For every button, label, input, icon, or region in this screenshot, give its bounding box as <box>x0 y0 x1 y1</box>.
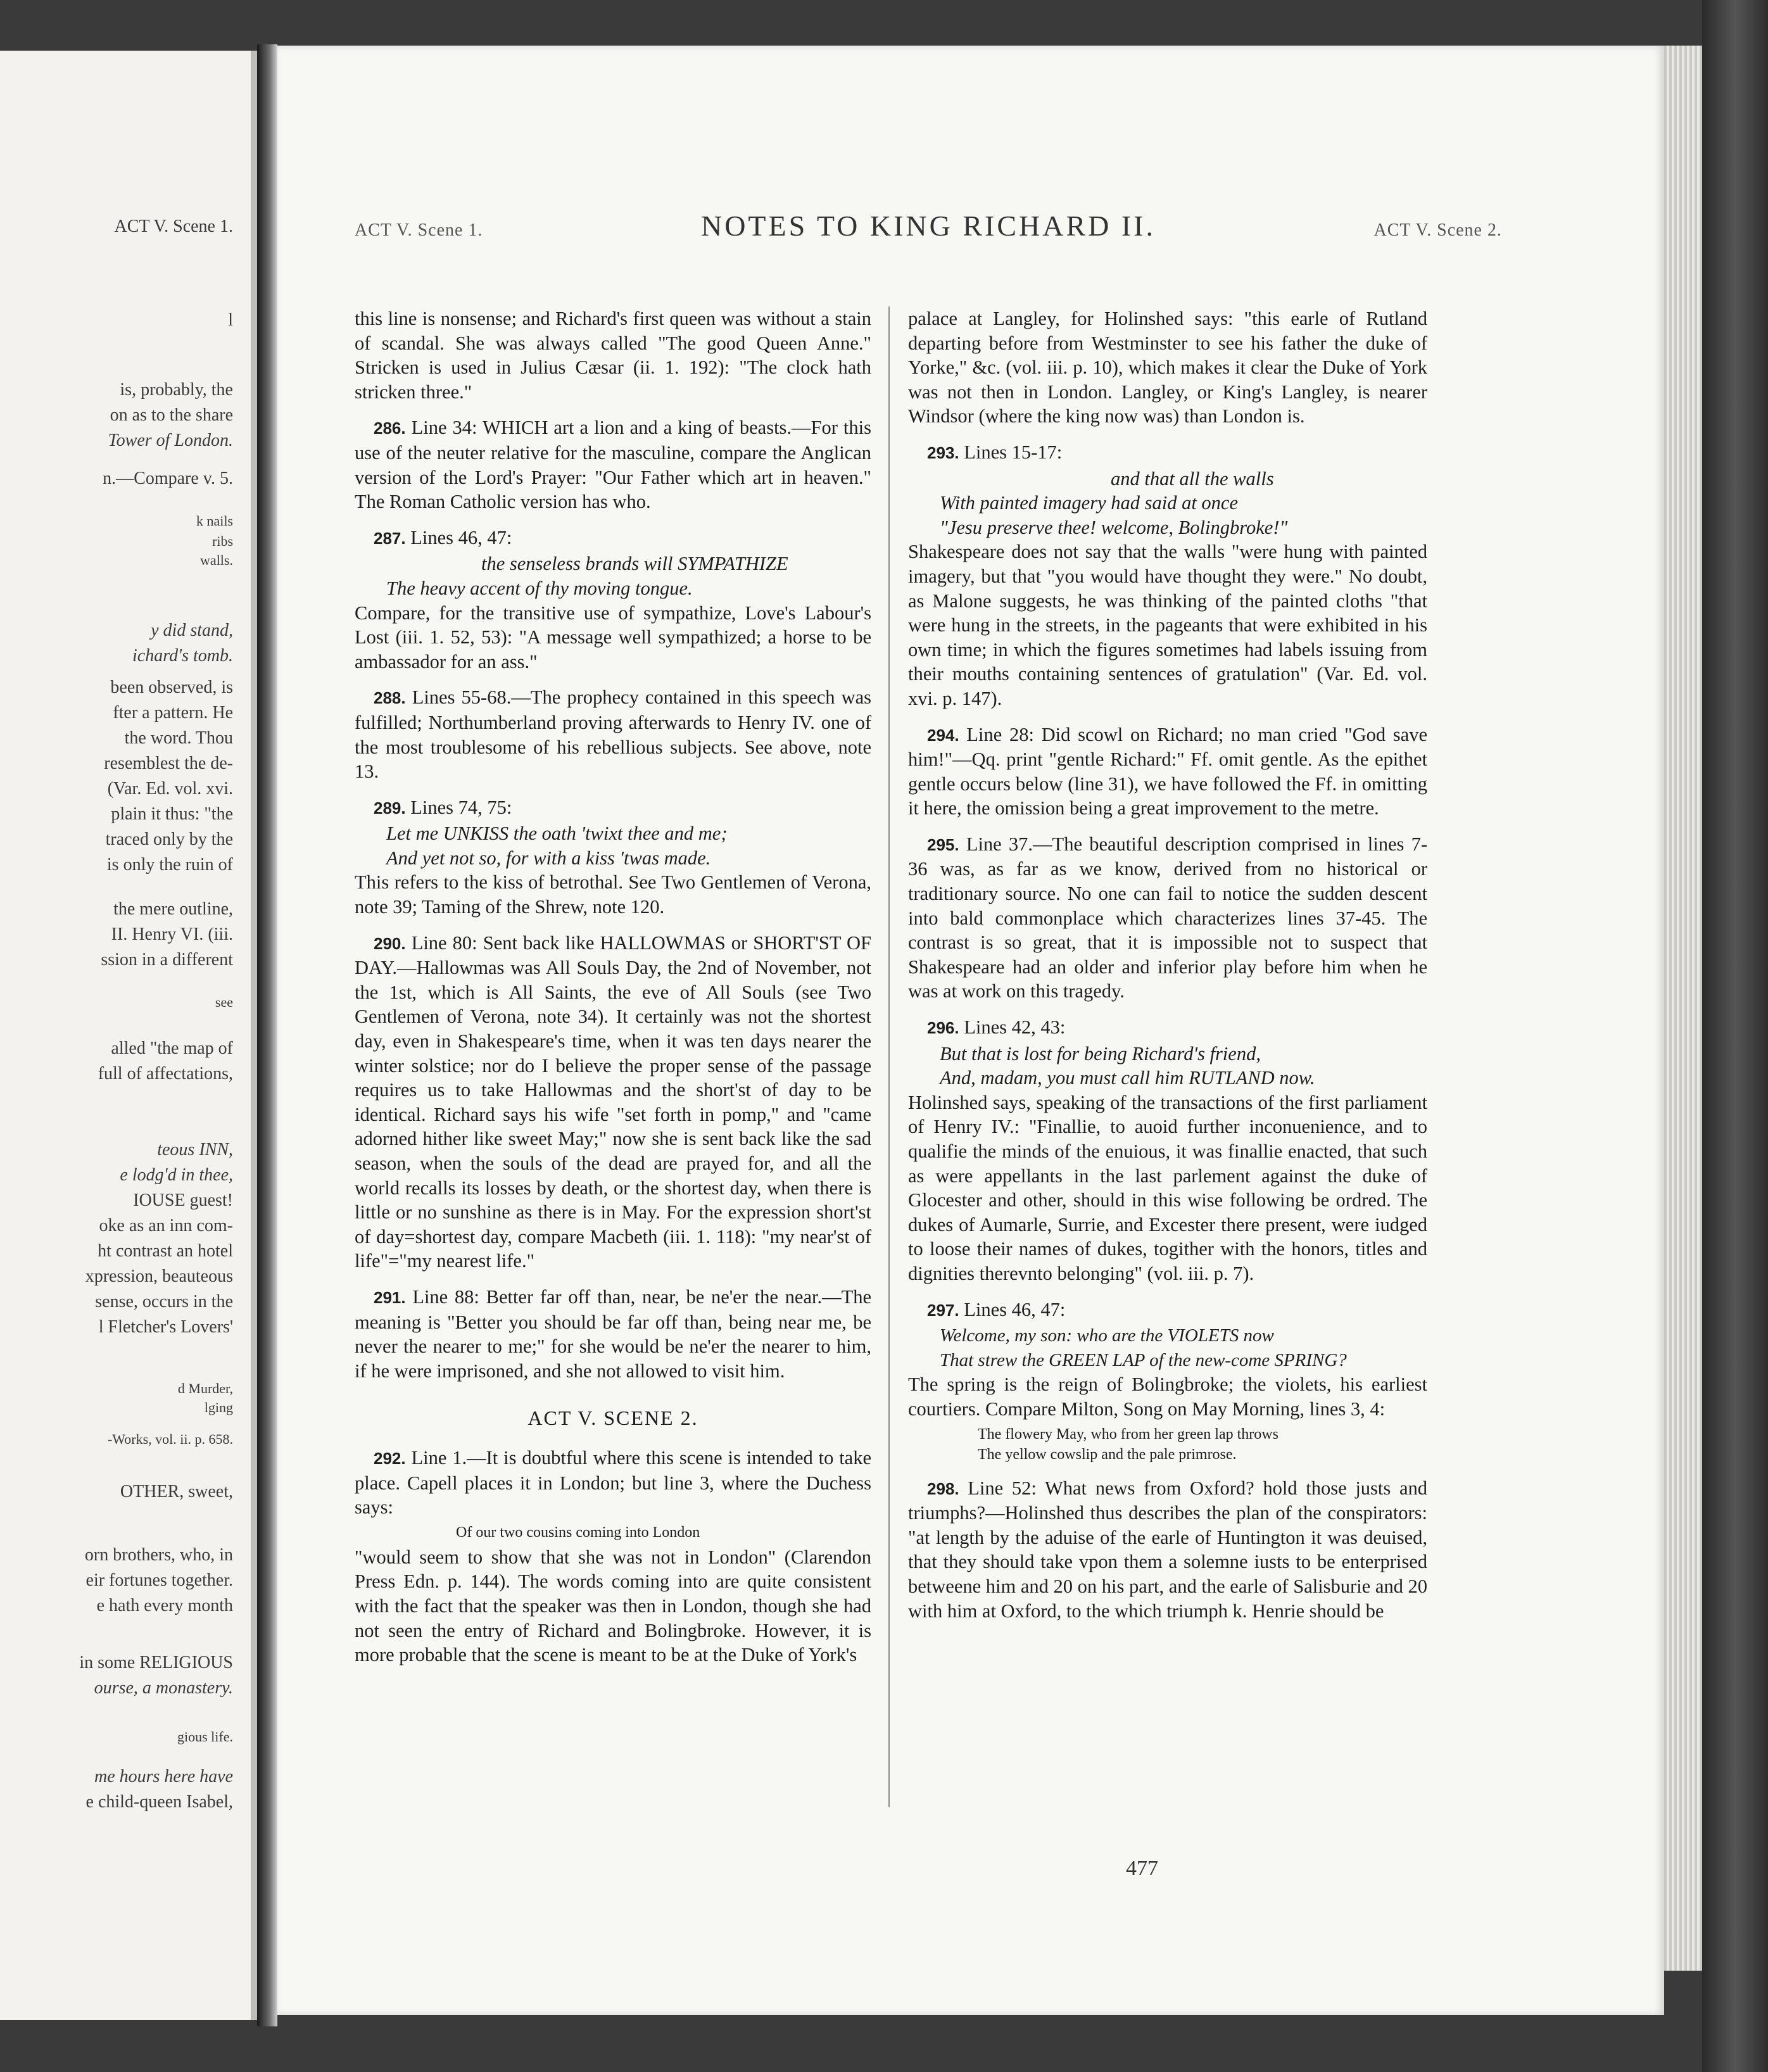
scene-heading: ACT V. SCENE 2. <box>527 1406 698 1430</box>
quote-line: Of our two cousins coming into London <box>456 1524 700 1541</box>
left-column <box>355 306 871 1679</box>
left-page-line: e hath every month <box>96 1596 233 1615</box>
note-number: 289. <box>374 798 406 818</box>
left-page-line: ssion in a different <box>101 950 233 970</box>
note-text: The spring is the reign of Bolingbroke; the violets, his earliest courtiers. Compare Milton, Song on May Morning, lines 3, 4: <box>908 1374 1427 1420</box>
note-continuation: palace at Langley, for Holinshed says: "this earle of Rutland departing before from Westminster to see his father the duke of Yorke," &c. (vol. iii. p. 10), which makes it clear the Duke of York was not then in London. Langley, or King's Langley, is nearer Windsor (where the king now was) than London is. <box>908 308 1427 427</box>
note-number: 287. <box>374 528 406 548</box>
note-text: Line 1.—It is doubtful where this scene is intended to take place. Capell places it in London; but line 3, where the Duchess says: <box>355 1446 871 1519</box>
left-page-line: fter a pattern. He <box>113 703 233 723</box>
quote-line: And yet not so, for with a kiss 'twas made. <box>386 847 711 869</box>
left-page-line: l Fletcher's Lovers' <box>98 1317 233 1337</box>
left-page-line: plain it thus: "the <box>111 804 233 824</box>
note-297 <box>908 1298 1427 1323</box>
left-page-line: gious life. <box>177 1729 233 1745</box>
left-page-line: n.—Compare v. 5. <box>103 469 233 488</box>
left-page-line: sense, occurs in the <box>95 1292 233 1311</box>
dark-background-right <box>1702 0 1768 2072</box>
header-left: ACT V. Scene 1. <box>355 220 483 240</box>
left-page-line: is, probably, the <box>120 380 233 400</box>
note-number: 291. <box>374 1287 406 1307</box>
left-page-line: e lodg'd in thee, <box>120 1165 233 1185</box>
left-page-line: IOUSE guest! <box>133 1191 233 1210</box>
quote-line: "Jesu preserve thee! welcome, Bolingbroke!" <box>940 516 1288 538</box>
quote-line: With painted imagery had said at once <box>940 492 1238 514</box>
left-page-line: on as to the share <box>110 405 233 425</box>
note-number: 295. <box>927 835 959 854</box>
left-page-line: orn brothers, who, in <box>84 1545 233 1565</box>
note-text: Holinshed says, speaking of the transactions of the first parliament of Henry IV.: "Finallie, to auoid further inconuenience, and to qualifie the minds of the enuious, it was finallie enacted, that such as were appellants in the last parlement against the duke of Glocester and other, should in this wise following be ordred. The dukes of Aumarle, Surrie, and Excester there present, were iudged to loose their names of dukes, togither with the honors, titles and dignities therevnto belonging" (vol. iii. p. 7). <box>908 1091 1427 1284</box>
quote-line: And, madam, you must call him RUTLAND now. <box>940 1067 1315 1089</box>
note-289 <box>355 795 871 821</box>
note-number: 292. <box>374 1448 406 1468</box>
left-page-line: walls. <box>200 552 233 568</box>
left-facing-page <box>0 51 257 2020</box>
column-divider <box>888 306 890 1807</box>
left-page-line: see <box>215 994 233 1010</box>
note-295 <box>908 832 1427 1004</box>
left-page-line: l <box>228 310 233 330</box>
left-page-line: OTHER, sweet, <box>120 1482 233 1501</box>
left-page-line: -Works, vol. ii. p. 658. <box>107 1431 233 1447</box>
main-page <box>277 46 1664 2015</box>
note-number: 286. <box>374 419 406 438</box>
note-text: Compare, for the transitive use of sympathize, Love's Labour's Lost (iii. 1. 52, 53): "A message well sympathized; a horse to be ambassador for an ass." <box>355 602 871 673</box>
page-stack-edge <box>1664 46 1702 1971</box>
note-text: Line 28: Did scowl on Richard; no man cried "God save him!"—Qq. print "gentle Richard:" Ff. omit gentle. As the epithet gentle occurs below (line 31), we have followed the Ff. in omitting it here, the omission being a great improvement to the metre. <box>908 723 1428 819</box>
quote-line: The heavy accent of thy moving tongue. <box>386 577 693 599</box>
left-page-line: full of affectations, <box>98 1064 233 1083</box>
quote-line: But that is lost for being Richard's friend, <box>940 1042 1261 1064</box>
note-text: Lines 55-68.—The prophecy contained in this speech was fulfilled; Northumberland proving afterwards to Henry IV. one of the most troublesome of his rebellious subjects. See above, note 13. <box>355 686 871 783</box>
left-page-line: Tower of London. <box>108 431 233 450</box>
left-page-line: the mere outline, <box>113 899 233 919</box>
left-page-line: is only the ruin of <box>106 855 233 875</box>
note-number: 294. <box>927 725 959 745</box>
left-page-line: in some RELIGIOUS <box>79 1653 233 1672</box>
left-page-line: ourse, a monastery. <box>94 1678 233 1698</box>
note-298 <box>908 1476 1427 1624</box>
left-page-line: II. Henry VI. (iii. <box>111 925 233 944</box>
note-number: 296. <box>927 1018 959 1038</box>
quote-line: Welcome, my son: who are the VIOLETS now <box>940 1325 1274 1346</box>
running-header <box>355 209 1502 247</box>
left-page-line: teous INN, <box>157 1140 233 1159</box>
note-286 <box>355 415 871 514</box>
note-number: 288. <box>374 688 406 708</box>
note-text: Lines 74, 75: <box>410 796 512 818</box>
left-page-line: k nails <box>196 513 233 529</box>
left-page-line: lging <box>204 1399 233 1415</box>
note-text: Lines 15-17: <box>964 441 1063 463</box>
quote-line: and that all the walls <box>1111 467 1274 490</box>
note-number: 298. <box>927 1479 959 1498</box>
note-293 <box>908 440 1427 465</box>
note-text: Lines 42, 43: <box>964 1016 1066 1039</box>
left-page-line: d Murder, <box>177 1380 233 1396</box>
note-text: Line 80: Sent back like HALLOWMAS or SHORT'ST OF DAY.—Hallowmas was All Souls Day, the 2nd of November, not the 1st, which is All Saints, the eve of All Souls (see Two Gentlemen of Verona, note 34). It certainly was not the shortest day, even in Shakespeare's time, when it was ten days nearer the winter solstice; nor do I believe the proper sense of the passage requires us to take Hallowmas and the short'st of day to be identical. Richard says his wife "set forth in pomp," and "came adorned hither like sweet May;" now she is sent back like the sad season, when the souls of the dead are prayed for, and all the world recalls its losses by death, or the shortest day, when there is little or no sunshine as there is in May. For the expression short'st of day=shortest day, compare Macbeth (iii. 1. 118): "my near'st of life"="my nearest life." <box>355 932 871 1272</box>
quote-line: the senseless brands will SYMPATHIZE <box>481 553 788 575</box>
left-page-line: ribs <box>212 533 233 549</box>
left-page-header: ACT V. Scene 1. <box>114 217 233 236</box>
left-page-line: traced only by the <box>105 830 233 849</box>
left-page-line: e child-queen Isabel, <box>85 1792 233 1812</box>
left-page-line: alled "the map of <box>111 1039 233 1058</box>
note-text: Lines 46, 47: <box>964 1298 1066 1320</box>
quote-line: That strew the GREEN LAP of the new-come SPRING? <box>940 1349 1347 1370</box>
note-text: Line 34: WHICH art a lion and a king of beasts.—For this use of the neuter relative for the masculine, compare the Anglican version of the Lord's Prayer: "Our Father which art in heaven." The Roman Catholic version has who. <box>355 417 871 513</box>
note-294 <box>908 723 1427 821</box>
page-number: 477 <box>1126 1857 1158 1880</box>
left-page-line: (Var. Ed. vol. xvi. <box>107 779 233 799</box>
note-290 <box>355 931 871 1273</box>
quote-line: The flowery May, who from her green lap throws <box>978 1425 1279 1443</box>
note-291 <box>355 1285 871 1383</box>
note-text: Line 52: What news from Oxford? hold those justs and triumphs?—Holinshed thus describes the plan of the conspirators: "at length by the aduise of the earle of Huntington it was deuised, that they should take vpon them a solemne iusts to be enterprised betweene him and 20 on his part, and the earle of Salisburie and 20 with him at Oxford, to the which triumph k. Henrie should be <box>908 1477 1427 1622</box>
left-page-line: eir fortunes together. <box>85 1570 233 1590</box>
note-text: "would seem to show that she was not in London" (Clarendon Press Edn. p. 144). The words coming into are quite consistent with the fact that the speaker was then in London, though she had not seen the entry of Richard and Bolingbroke. However, it is more probable that the scene is meant to be at the Duke of York's <box>355 1546 871 1666</box>
note-text: Lines 46, 47: <box>410 526 512 548</box>
right-column <box>908 306 1427 1634</box>
note-number: 297. <box>927 1300 959 1320</box>
left-page-line: me hours here have <box>94 1767 233 1786</box>
note-text: Line 88: Better far off than, near, be ne'er the near.—The meaning is "Better you should be far off than, being near me, be never the nearer to me;" for she would be ne'er the nearer to him, if he were imprisoned, and she not allowed to visit him. <box>355 1286 872 1382</box>
note-296 <box>908 1015 1427 1040</box>
left-page-line: y did stand, <box>151 621 233 640</box>
quote-line: The yellow cowslip and the pale primrose. <box>978 1446 1237 1463</box>
note-text: This refers to the kiss of betrothal. See Two Gentlemen of Verona, note 39; Taming of the Shrew, note 120. <box>355 871 871 918</box>
note-continuation: this line is nonsense; and Richard's first queen was without a stain of scandal. She was always called "The good Queen Anne." Stricken is used in Julius Cæsar (ii. 1. 192): "The clock hath stricken three." <box>355 308 871 403</box>
left-page-line: oke as an inn com- <box>99 1216 233 1235</box>
book-gutter <box>257 44 277 2026</box>
note-288 <box>355 685 871 783</box>
note-text: Shakespeare does not say that the walls "were hung with painted imagery, but that "you would have thought they were." No doubt, as Malone suggests, he was thinking of the painted cloths "that were hung in the streets, in the pageants that were exhibited in his own time; in which the figures sometimes had labels issuing from their mouths containing sentences of gratulation" (Var. Ed. vol. xvi. p. 147). <box>908 541 1427 709</box>
left-page-line: been observed, is <box>110 678 233 697</box>
note-number: 290. <box>374 933 406 953</box>
left-page-line: the word. Thou <box>124 728 233 748</box>
left-page-line: ichard's tomb. <box>132 646 233 666</box>
note-292 <box>355 1446 871 1520</box>
page-title: NOTES TO KING RICHARD II. <box>700 210 1156 242</box>
note-text: Line 37.—The beautiful description comprised in lines 7-36 was, as far as we know, derived from no historical or traditionary source. No one can fail to notice the sudden descent into bald commonplace which characterizes lines 37-45. The contrast is so great, that it is impossible not to suspect that Shakespeare had an older and inferior play before him when he was at work on this tragedy. <box>908 833 1427 1002</box>
left-page-line: xpression, beauteous <box>85 1267 233 1286</box>
note-number: 293. <box>927 443 959 462</box>
note-287 <box>355 526 871 551</box>
left-page-line: resemblest the de- <box>104 754 233 773</box>
quote-line: Let me UNKISS the oath 'twixt thee and me; <box>386 823 728 845</box>
header-right: ACT V. Scene 2. <box>1373 220 1502 240</box>
left-page-line: ht contrast an hotel <box>98 1241 233 1261</box>
